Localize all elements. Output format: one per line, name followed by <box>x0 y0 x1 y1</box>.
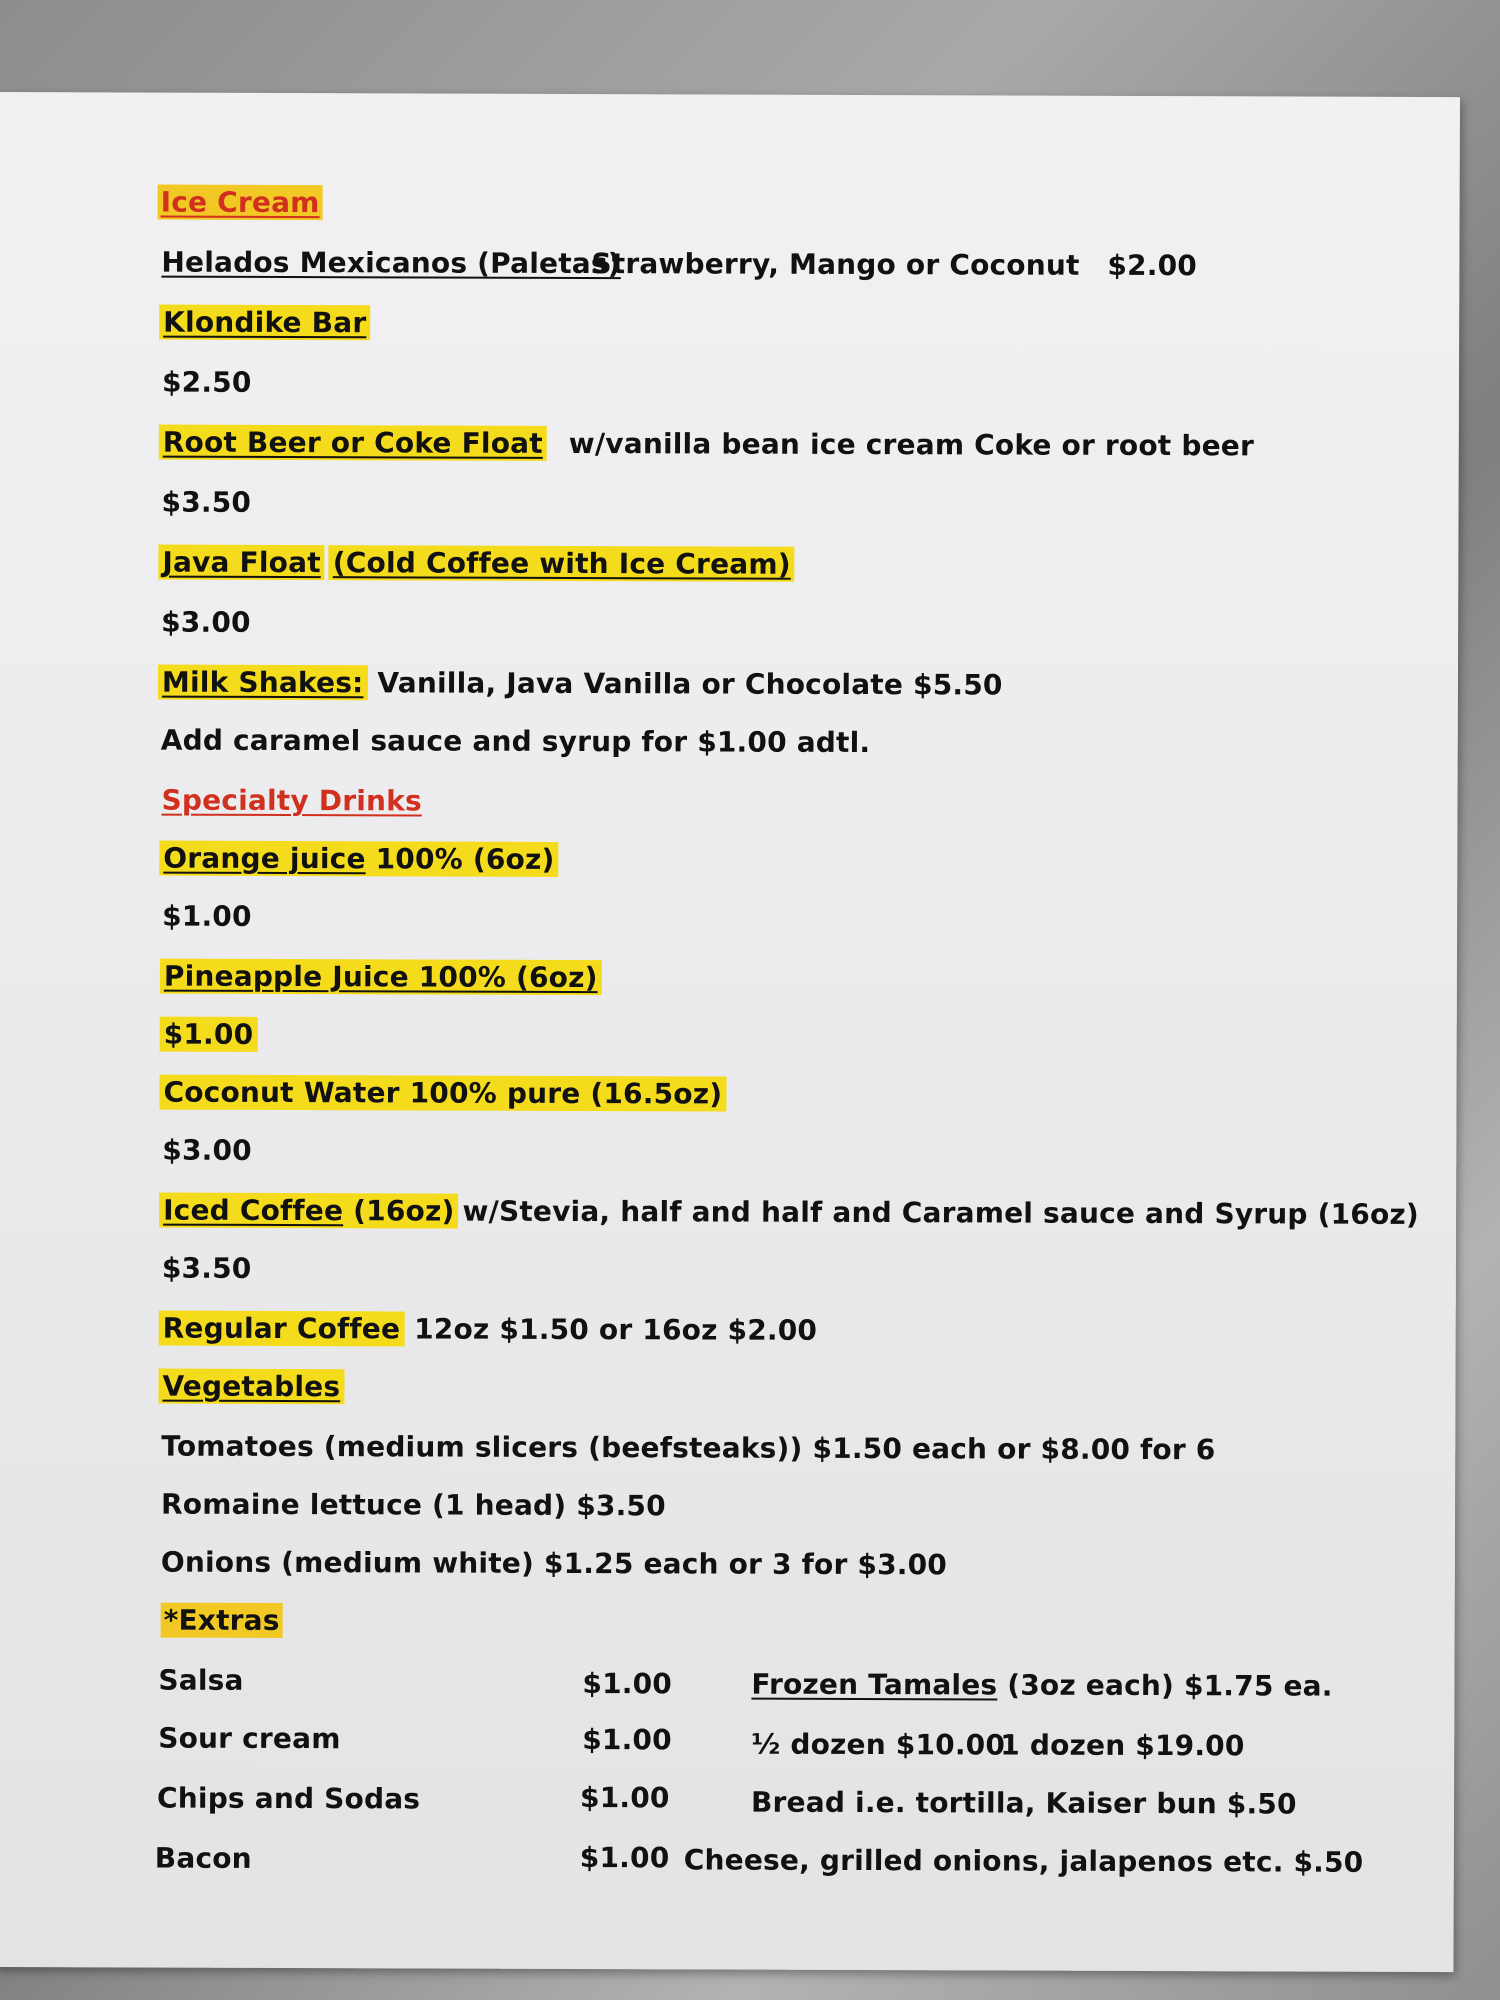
regular-coffee-name: Regular Coffee <box>159 1311 405 1347</box>
ice-cream-heading: Ice Cream <box>158 185 323 222</box>
tamales-dozen: 1 dozen $19.00 <box>1000 1728 1245 1763</box>
regular-coffee-desc: 12oz $1.50 or 16oz $2.00 <box>414 1312 818 1347</box>
iced-coffee-name: Iced Coffee <box>163 1193 344 1228</box>
pineapple-name: Pineapple Juice 100% (6oz) <box>160 959 602 997</box>
tamales-desc: (3oz each) $1.75 ea. <box>1007 1668 1333 1703</box>
oj-price: $1.00 <box>162 899 252 933</box>
tamales-line <box>751 1667 1332 1705</box>
tamales-half-dozen: ½ dozen $10.00 <box>751 1727 1006 1762</box>
extras-bacon: Bacon <box>154 1841 252 1875</box>
coconut-name: Coconut Water 100% pure (16.5oz) <box>159 1075 726 1113</box>
extras-sour-cream: Sour cream <box>158 1721 341 1756</box>
specialty-heading: Specialty Drinks <box>161 783 422 818</box>
extras-chips: Chips and Sodas <box>156 1781 421 1816</box>
extras-heading: *Extras <box>161 1603 283 1639</box>
shakes-line <box>158 665 1003 704</box>
extras-salsa-price: $1.00 <box>582 1667 673 1701</box>
paletas-flavors: Strawberry, Mango or Coconut <box>591 247 1080 282</box>
oj-size: 100% (6oz) <box>375 842 555 876</box>
oj-line <box>159 841 558 878</box>
regular-coffee-line <box>159 1311 818 1349</box>
extras-salsa: Salsa <box>158 1663 244 1697</box>
extras-chips-price: $1.00 <box>579 1781 670 1815</box>
extras-cheese: Cheese, grilled onions, jalapenos etc. $.50 <box>683 1843 1364 1879</box>
iced-coffee-size: (16oz) <box>353 1194 455 1228</box>
shakes-desc: Vanilla, Java Vanilla or Chocolate $5.50 <box>377 666 1003 702</box>
float-desc: w/vanilla bean ice cream Coke or root beer <box>568 426 1255 463</box>
java-float-desc: (Cold Coffee with Ice Cream) <box>329 545 795 582</box>
vegetables-heading: Vegetables <box>158 1369 344 1406</box>
klondike-name: Klondike Bar <box>159 305 370 342</box>
java-float-line <box>158 545 795 583</box>
java-float-name: Java Float <box>158 545 325 581</box>
extras-sour-cream-price: $1.00 <box>582 1723 672 1757</box>
paletas-name: Helados Mexicanos (Paletas) <box>161 245 621 281</box>
iced-coffee-desc: w/Stevia, half and half and Caramel sauce and Syrup (16oz) <box>462 1194 1420 1231</box>
veg-romaine: Romaine lettuce (1 head) $3.50 <box>161 1487 666 1523</box>
float-line <box>159 425 1254 465</box>
coconut-price: $3.00 <box>162 1133 252 1167</box>
oj-name: Orange juice <box>163 841 366 876</box>
extras-bread: Bread i.e. tortilla, Kaiser bun $.50 <box>750 1785 1297 1821</box>
veg-onions: Onions (medium white) $1.25 each or 3 for $3.00 <box>160 1545 948 1582</box>
iced-coffee-line <box>159 1193 1419 1233</box>
pineapple-price: $1.00 <box>160 1017 258 1053</box>
paletas-price: $2.00 <box>1107 248 1198 283</box>
klondike-price: $2.50 <box>161 365 252 399</box>
shakes-addon: Add caramel sauce and syrup for $1.00 adtl. <box>160 723 871 760</box>
tamales-name: Frozen Tamales <box>751 1667 998 1702</box>
menu-sheet <box>0 92 1460 1972</box>
extras-bacon-price: $1.00 <box>579 1841 670 1875</box>
shakes-name: Milk Shakes: <box>158 665 368 701</box>
float-name: Root Beer or Coke Float <box>159 425 547 461</box>
iced-coffee-price: $3.50 <box>161 1251 252 1285</box>
java-float-price: $3.00 <box>161 605 251 639</box>
veg-tomatoes: Tomatoes (medium slicers (beefsteaks)) $1.50 each or $8.00 for 6 <box>161 1429 1216 1467</box>
float-price: $3.50 <box>161 485 252 519</box>
